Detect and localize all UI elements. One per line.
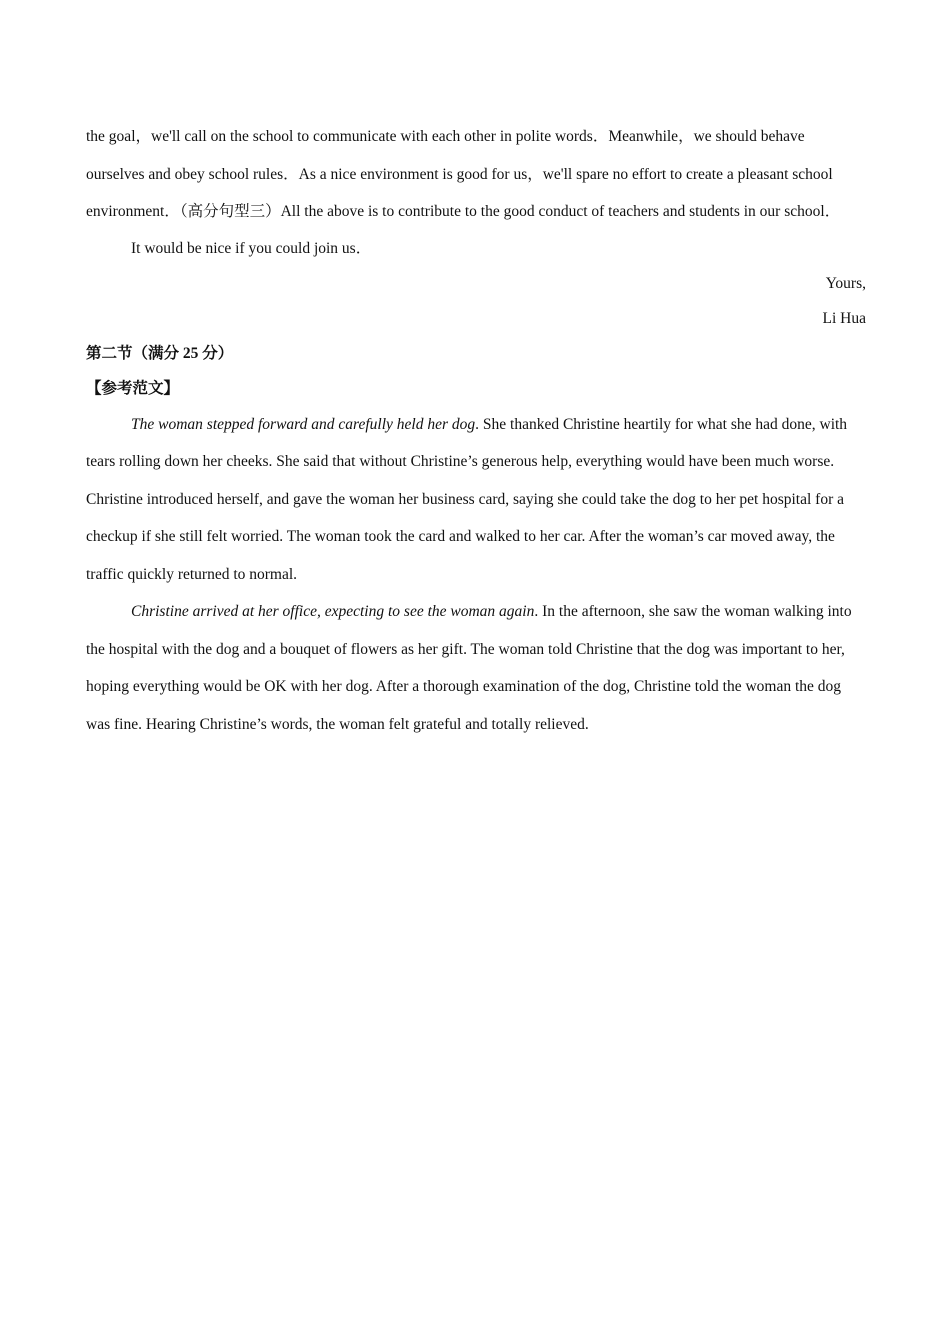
- essay-paragraph-1: [86, 406, 866, 594]
- essay-paragraph-1-body: . She thanked Christine heartily for what she had done, with tears rolling down her cheeks. She said that without Christine’s generous help, everything would have been much worse. Christine introduced herself, and gave the woman her business card, saying she could take the dog to her pet hospital for a checkup if she still felt worried. The woman took the card and walked to her car. After the woman’s car moved away, the traffic quickly returned to normal.: [86, 415, 848, 583]
- essay-paragraph-2: [86, 593, 866, 743]
- letter-paragraph-2: It would be nice if you could join us．: [131, 239, 372, 257]
- letter-paragraph-1: the goal，we'll call on the school to communicate with each other in polite words．Meanwhile，we should behave ourselves and obey school rules．As a nice environment is good for us，we'll spare no effort to create a pleasant school environment．（高分句型三）All the above is to contribute to the good conduct of teachers and students in our school．: [86, 128, 841, 220]
- section-heading: 第二节（满分 25 分）: [86, 344, 234, 362]
- letter-closing: Yours,: [825, 274, 866, 292]
- letter-signature: Li Hua: [822, 309, 866, 327]
- section-subheading: 【参考范文】: [86, 379, 180, 397]
- essay-paragraph-1-opening: The woman stepped forward and carefully held her dog: [131, 415, 476, 433]
- essay-paragraph-2-body: . In the afternoon, she saw the woman walking into the hospital with the dog and a bouquet of flowers as her gift. The woman told Christine that the dog was important to her, hoping everything would be OK with her dog. After a thorough examination of the dog, Christine told the woman the dog was fine. Hearing Christine’s words, the woman felt grateful and totally relieved.: [86, 603, 852, 733]
- document-page: [86, 118, 866, 743]
- essay-paragraph-2-opening: Christine arrived at her office, expecting to see the woman again: [131, 603, 535, 620]
